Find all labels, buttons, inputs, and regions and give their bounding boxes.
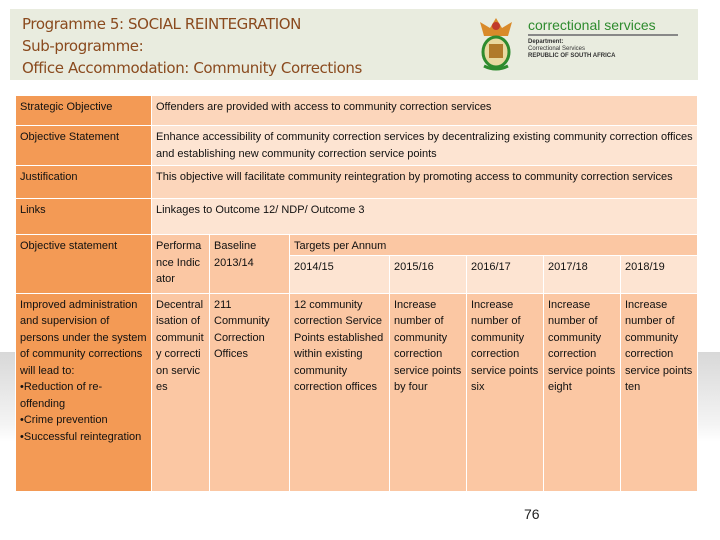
- bullet-item: •Reduction of re-offending: [20, 381, 103, 410]
- year-header: 2018/19: [621, 255, 698, 293]
- brand-sub-3: REPUBLIC OF SOUTH AFRICA: [528, 53, 616, 59]
- strategic-objective-label: Strategic Objective: [16, 96, 152, 126]
- header-targets-per-annum: Targets per Annum: [290, 235, 698, 256]
- bullet-item: •Successful reintegration: [20, 430, 142, 443]
- slide-header: [10, 9, 698, 80]
- header-performance-indicator: Performance Indicator: [152, 235, 210, 294]
- target-cell: 12 community correction Service Points established within existing community correction offices: [290, 293, 390, 491]
- indicator-cell: Decentralisation of community correction services: [152, 293, 210, 491]
- header-objective-statement: Objective statement: [16, 235, 152, 294]
- target-cell: Increase number of community correction service points six: [467, 293, 544, 491]
- slide-title: [22, 13, 362, 79]
- objective-statement-value: Enhance accessibility of community correction services by decentralizing existing community correction offices and establishing new community correction service points: [152, 126, 698, 166]
- bullet-text: Successful reintegration: [23, 430, 142, 443]
- target-cell: Increase number of community correction service points eight: [544, 293, 621, 491]
- brand-sub-2: Correctional Services: [528, 46, 586, 52]
- page-number: 76: [524, 506, 540, 522]
- department-logo: [528, 17, 678, 60]
- baseline-cell: 211 Community Correction Offices: [210, 293, 290, 491]
- links-label: Links: [16, 199, 152, 235]
- bullet-text: Reduction of re-offending: [20, 381, 103, 410]
- title-line-1: Programme 5: SOCIAL REINTEGRATION: [22, 15, 302, 33]
- year-header: 2014/15: [290, 255, 390, 293]
- target-cell: Increase number of community correction service points by four: [390, 293, 467, 491]
- objective-text: Improved administration and supervision of persons under the system of community corrections will lead to:: [20, 298, 147, 377]
- justification-label: Justification: [16, 166, 152, 199]
- year-header: 2016/17: [467, 255, 544, 293]
- justification-value: This objective will facilitate community reintegration by promoting access to community correction services: [152, 166, 698, 199]
- header-baseline: Baseline 2013/14: [210, 235, 290, 294]
- links-value: Linkages to Outcome 12/ NDP/ Outcome 3: [152, 199, 698, 235]
- programme-table: [15, 95, 698, 492]
- bullet-item: •Crime prevention: [20, 414, 108, 426]
- bullet-text: Crime prevention: [23, 414, 108, 426]
- title-line-2: Sub-programme:: [22, 37, 144, 55]
- target-cell: Increase number of community correction service points ten: [621, 293, 698, 491]
- brand-name: correctional services: [528, 17, 678, 36]
- objective-cell: [16, 293, 152, 491]
- brand-sub-1: Department:: [528, 39, 564, 45]
- strategic-objective-value: Offenders are provided with access to community correction services: [152, 96, 698, 126]
- year-header: 2017/18: [544, 255, 621, 293]
- objective-statement-label: Objective Statement: [16, 126, 152, 166]
- year-header: 2015/16: [390, 255, 467, 293]
- title-line-3: Office Accommodation: Community Corrections: [22, 59, 362, 77]
- coat-of-arms-icon: [472, 14, 520, 72]
